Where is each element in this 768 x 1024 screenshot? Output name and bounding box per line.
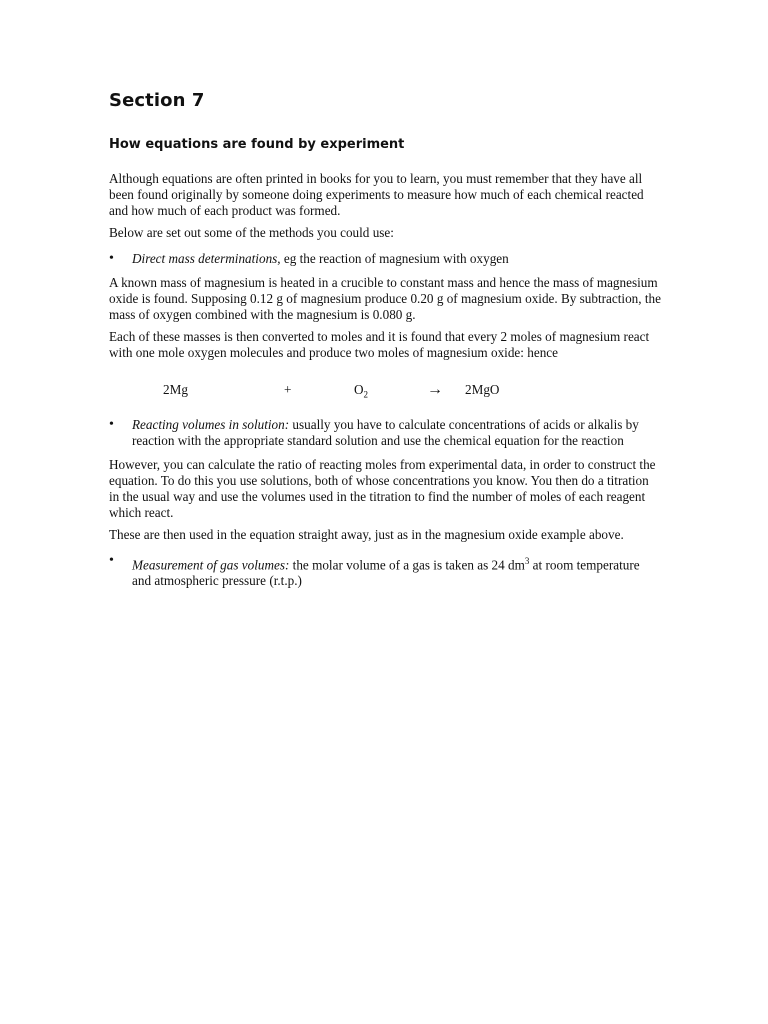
moles-paragraph: Each of these masses is then converted to moles and it is found that every 2 moles of magnesium react with one mole oxygen molecules and produce two moles of magnesium oxide: hence	[109, 329, 650, 360]
equation-arrow-icon: →	[427, 381, 443, 398]
bullet-reacting-volumes	[109, 417, 661, 449]
bullet-italic-term: Measurement of gas volumes:	[132, 557, 290, 573]
section-subheading: How equations are found by experiment	[109, 137, 405, 152]
mass-paragraph: A known mass of magnesium is heated in a crucible to constant mass and hence the mass of magnesium oxide is found. Supposing 0.12 g of magnesium produce 0.20 g of magnesium oxide. By subtraction, the mass of oxygen combined with the magnesium is 0.080 g.	[109, 275, 661, 322]
methods-intro-paragraph: Below are set out some of the methods you could use:	[109, 225, 394, 240]
bullet-italic-term: Direct mass determinations	[132, 251, 278, 266]
bullet-body: , eg the reaction of magnesium with oxygen	[277, 251, 509, 266]
unit-superscript: 3	[524, 556, 530, 566]
bullet-text	[132, 251, 661, 267]
titration-paragraph: However, you can calculate the ratio of reacting moles from experimental data, in order to construct the equation. To do this you use solutions, both of whose concentrations you know. You then do a titration in the usual way and use the volumes used in the titration to find the number of moles of each reagent which react.	[109, 457, 656, 520]
bullet-glyph: •	[109, 251, 114, 266]
bullet-glyph: •	[109, 553, 114, 568]
bullet-body: usually you have to calculate concentrations of acids or alkalis by reaction with the appropriate standard solution and use the chemical equation for the reaction	[132, 417, 639, 448]
equation-reactant-2-subscript: 2	[363, 389, 369, 400]
used-paragraph: These are then used in the equation straight away, just as in the magnesium oxide example above.	[109, 527, 624, 542]
bullet-body-start: the molar volume of a gas is taken as 24 dm	[289, 557, 525, 573]
bullet-body-end: at room temperature and atmospheric pressure (r.t.p.)	[132, 557, 640, 589]
bullet-glyph: •	[109, 417, 114, 432]
equation-reactant-1: 2Mg	[163, 382, 188, 397]
bullet-direct-mass	[109, 251, 661, 267]
equation-product: 2MgO	[465, 382, 500, 397]
equation-reactant-2	[354, 382, 368, 400]
intro-paragraph: Although equations are often printed in books for you to learn, you must remember that they have all been found originally by someone doing experiments to measure how much of each chemical reacted and how much of each product was formed.	[109, 171, 644, 218]
bullet-gas-volumes	[109, 553, 661, 589]
chemical-equation	[109, 382, 661, 402]
section-title: Section 7	[109, 90, 205, 111]
equation-plus: +	[284, 382, 292, 397]
bullet-italic-term: Reacting volumes in solution:	[132, 417, 290, 432]
equation-reactant-2-base: O	[354, 382, 364, 397]
document-page	[109, 90, 661, 589]
bullet-text	[132, 417, 661, 449]
bullet-text	[132, 553, 661, 589]
